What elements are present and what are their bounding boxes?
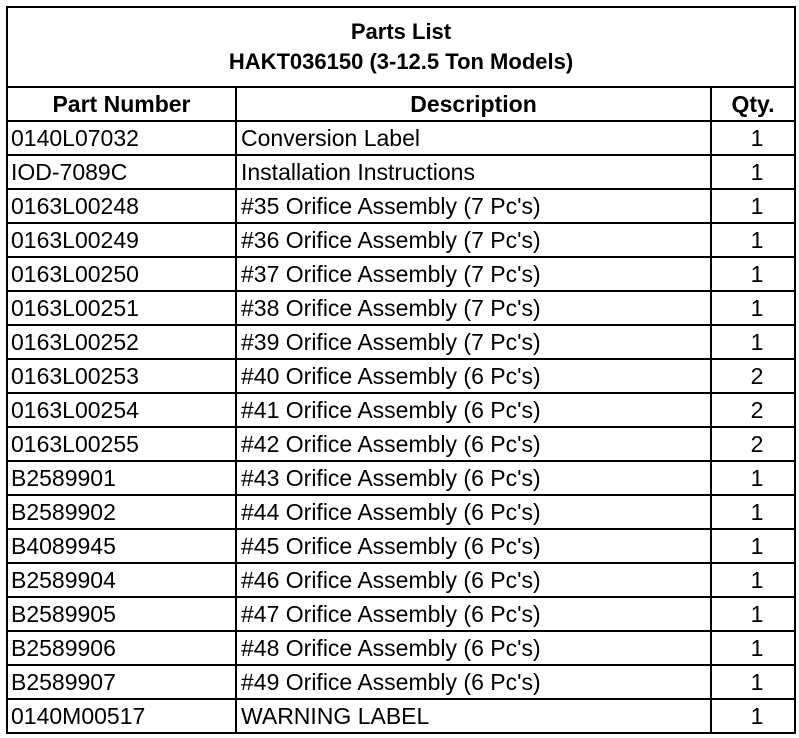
table-row [7,325,795,359]
table-row [7,495,795,529]
table-row [7,121,795,155]
part-number-cell: B2589905 [7,597,236,631]
qty-cell: 1 [711,631,795,665]
table-row [7,223,795,257]
qty-cell: 1 [711,597,795,631]
description-cell: #38 Orifice Assembly (7 Pc's) [236,291,711,325]
table-row [7,257,795,291]
description-cell: #43 Orifice Assembly (6 Pc's) [236,461,711,495]
table-row [7,189,795,223]
header-row [7,87,795,121]
qty-cell: 1 [711,563,795,597]
qty-cell: 1 [711,495,795,529]
part-number-cell: IOD-7089C [7,155,236,189]
description-cell: #37 Orifice Assembly (7 Pc's) [236,257,711,291]
table-row [7,563,795,597]
table-row [7,291,795,325]
qty-cell: 2 [711,359,795,393]
parts-list-sheet [6,6,794,734]
qty-cell: 1 [711,325,795,359]
part-number-cell: 0163L00252 [7,325,236,359]
qty-cell: 1 [711,461,795,495]
title-row [7,7,795,87]
description-cell: WARNING LABEL [236,699,711,733]
table-row [7,699,795,733]
qty-cell: 1 [711,291,795,325]
part-number-cell: 0163L00251 [7,291,236,325]
qty-cell: 1 [711,699,795,733]
header-part-number: Part Number [7,87,236,121]
description-cell: #48 Orifice Assembly (6 Pc's) [236,631,711,665]
table-row [7,631,795,665]
description-cell: Installation Instructions [236,155,711,189]
table-row [7,597,795,631]
qty-cell: 2 [711,427,795,461]
description-cell: #40 Orifice Assembly (6 Pc's) [236,359,711,393]
description-cell: #36 Orifice Assembly (7 Pc's) [236,223,711,257]
part-number-cell: 0163L00248 [7,189,236,223]
qty-cell: 1 [711,155,795,189]
description-cell: #46 Orifice Assembly (6 Pc's) [236,563,711,597]
part-number-cell: B2589901 [7,461,236,495]
description-cell: #45 Orifice Assembly (6 Pc's) [236,529,711,563]
table-title-cell [7,7,795,87]
part-number-cell: B4089945 [7,529,236,563]
description-cell: #42 Orifice Assembly (6 Pc's) [236,427,711,461]
part-number-cell: B2589907 [7,665,236,699]
part-number-cell: 0163L00254 [7,393,236,427]
description-cell: #44 Orifice Assembly (6 Pc's) [236,495,711,529]
qty-cell: 2 [711,393,795,427]
table-row [7,529,795,563]
table-title: Parts List [350,19,452,44]
header-description: Description [236,87,711,121]
description-cell: #41 Orifice Assembly (6 Pc's) [236,393,711,427]
description-cell: #49 Orifice Assembly (6 Pc's) [236,665,711,699]
description-cell: Conversion Label [236,121,711,155]
description-cell: #39 Orifice Assembly (7 Pc's) [236,325,711,359]
part-number-cell: 0140L07032 [7,121,236,155]
part-number-cell: 0163L00255 [7,427,236,461]
part-number-cell: B2589902 [7,495,236,529]
table-row [7,427,795,461]
parts-list-table [6,6,796,734]
part-number-cell: 0163L00250 [7,257,236,291]
table-row [7,155,795,189]
table-subtitle: HAKT036150 (3-12.5 Ton Models) [228,49,574,74]
part-number-cell: B2589904 [7,563,236,597]
part-number-cell: 0163L00249 [7,223,236,257]
description-cell: #47 Orifice Assembly (6 Pc's) [236,597,711,631]
part-number-cell: B2589906 [7,631,236,665]
table-row [7,393,795,427]
qty-cell: 1 [711,529,795,563]
qty-cell: 1 [711,257,795,291]
qty-cell: 1 [711,189,795,223]
description-cell: #35 Orifice Assembly (7 Pc's) [236,189,711,223]
table-row [7,359,795,393]
qty-cell: 1 [711,121,795,155]
part-number-cell: 0163L00253 [7,359,236,393]
qty-cell: 1 [711,665,795,699]
table-row [7,665,795,699]
header-qty: Qty. [711,87,795,121]
qty-cell: 1 [711,223,795,257]
part-number-cell: 0140M00517 [7,699,236,733]
table-row [7,461,795,495]
